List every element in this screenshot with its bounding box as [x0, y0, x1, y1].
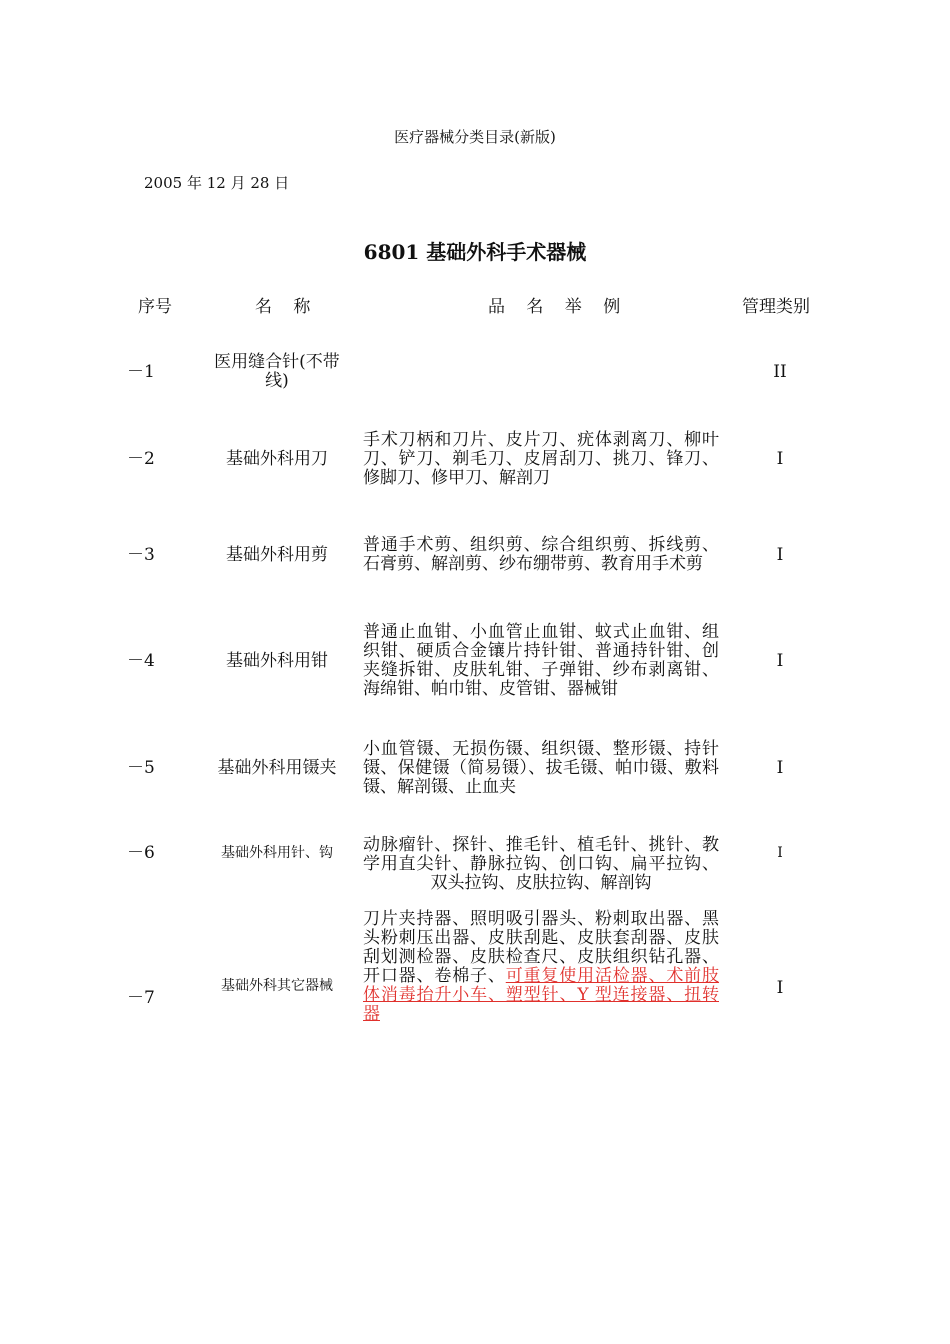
row-examples: 动脉瘤针、探针、推毛针、植毛针、挑针、教学用直尖针、静脉拉钩、创口钩、扁平拉钩、双头拉钩、皮肤拉钩、解剖钩: [363, 834, 719, 893]
table-row: [0, 351, 950, 393]
row-class: I: [776, 650, 784, 671]
row-name: 基础外科用钳: [226, 650, 328, 671]
row-name: 基础外科用剪: [226, 544, 328, 565]
row-examples: 普通手术剪、组织剪、综合组织剪、拆线剪、石膏剪、解剖剪、纱布绷带剪、教育用手术剪: [363, 535, 719, 574]
row-class: I: [776, 977, 784, 998]
document-title: 医疗器械分类目录(新版): [394, 128, 556, 146]
row-class: I: [776, 448, 784, 469]
row-name: 基础外科用针、钩: [221, 844, 333, 861]
row-examples-original: 刀片夹持器、照明吸引器头、粉刺取出器、黑头粉刺压出器、皮肤刮匙、皮肤套刮器、皮肤刮划测检器、皮肤检查尺、皮肤组织钻孔器、开口器、卷棉子、: [363, 909, 719, 986]
row-class: II: [773, 361, 787, 382]
row-seq: －3: [127, 544, 155, 565]
row-examples: 手术刀柄和刀片、皮片刀、疣体剥离刀、柳叶刀、铲刀、剃毛刀、皮屑刮刀、挑刀、锋刀、修脚刀、修甲刀、解剖刀: [363, 429, 719, 488]
row-seq: －7: [127, 987, 155, 1008]
row-seq: －1: [127, 361, 155, 382]
row-examples: 小血管镊、无损伤镊、组织镊、整形镊、持针镊、保健镊（简易镊）、拔毛镊、帕巾镊、敷料镊、解剖镊、止血夹: [363, 738, 719, 797]
row-seq: －5: [127, 757, 155, 778]
header-examples: 品 名 举 例: [488, 297, 629, 317]
table-row: [0, 908, 950, 1026]
row-class: I: [777, 844, 783, 861]
table-row: [0, 834, 950, 894]
table-row: [0, 622, 950, 700]
document-date: 2005 年 12 月 28 日: [144, 174, 290, 192]
section-title: 6801 基础外科手术器械: [363, 240, 587, 264]
row-name: 基础外科用镊夹: [217, 757, 337, 778]
row-name: 基础外科用刀: [226, 448, 328, 469]
header-seq: 序号: [138, 297, 172, 317]
row-class: I: [776, 544, 784, 565]
row-seq: －6: [127, 842, 155, 863]
table-row: [0, 525, 950, 585]
row-examples-added: 可重复使用活检器、术前肢体消毒抬升小车、塑型针、Y 型连接器、扭转器: [363, 966, 720, 1024]
row-examples: [363, 351, 719, 393]
row-class: I: [776, 757, 784, 778]
table-row: [0, 738, 950, 798]
row-name: 医用缝合针(不带线): [214, 352, 340, 391]
header-class: 管理类别: [742, 297, 810, 317]
header-name: 名 称: [255, 297, 319, 317]
row-seq: －4: [127, 650, 155, 671]
row-examples: [363, 908, 719, 1026]
row-name: 基础外科其它器械: [221, 977, 333, 994]
row-examples: 普通止血钳、小血管止血钳、蚊式止血钳、组织钳、硬质合金镶片持针钳、普通持针钳、创夹缝拆钳、皮肤轧钳、子弹钳、纱布剥离钳、海绵钳、帕巾钳、皮管钳、器械钳: [363, 622, 719, 699]
table-row: [0, 429, 950, 489]
row-seq: －2: [127, 448, 155, 469]
